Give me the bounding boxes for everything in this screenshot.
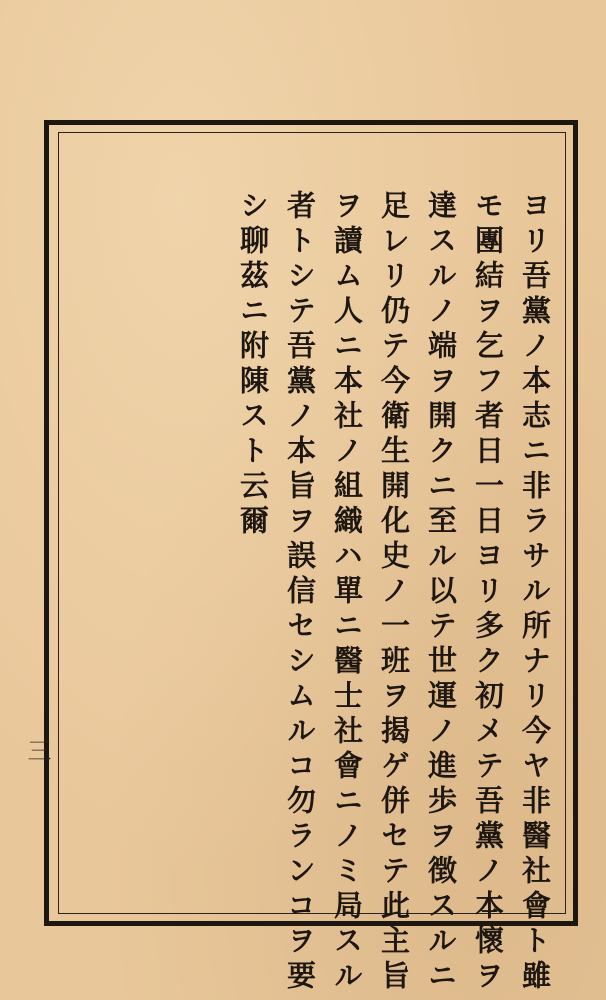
text-column: モ團結ヲ乞フ者日一日ヨリ多ク初メテ吾黨ノ本懷ヲ xyxy=(471,190,505,995)
text-column: 足レリ仍テ今衛生開化史ノ一班ヲ揭ゲ併セテ此主旨 xyxy=(377,190,411,995)
text-column: ヲ讀ム人ニ本社ノ組織ハ單ニ醫士社會ニノミ局スル xyxy=(330,190,364,995)
text-column: シ聊茲ニ附陳スト云爾 xyxy=(236,190,270,540)
text-column: 者トシテ吾黨ノ本旨ヲ誤信セシムルコ勿ランコヲ要 xyxy=(283,190,317,995)
page-number: 三 xyxy=(23,738,51,762)
vertical-text-block xyxy=(236,190,555,995)
text-column: ヨリ吾黨ノ本志ニ非ラサル所ナリ今ヤ非醫社會ト雖 xyxy=(518,190,552,995)
text-column: 達スルノ端ヲ開クニ至ル以テ世運ノ進歩ヲ徴スルニ xyxy=(424,190,458,995)
